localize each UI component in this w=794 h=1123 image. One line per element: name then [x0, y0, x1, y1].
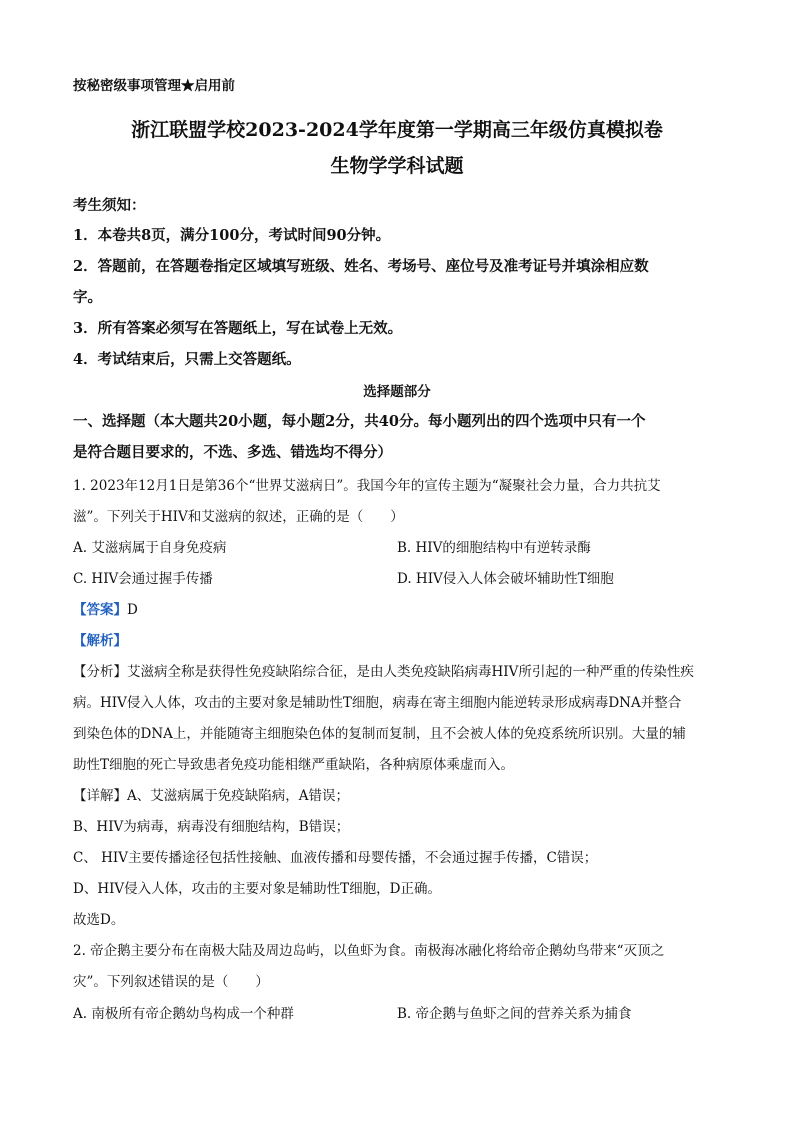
q1-detail-line3: C、 HIV主要传播途径包括性接触、血液传播和母婴传播，不会通过握手传播，C错误； [73, 850, 598, 866]
notice-item-4: 4．考试结束后，只需上交答题纸。 [73, 351, 301, 368]
notice-item-3: 3．所有答案必须写在答题纸上，写在试卷上无效。 [73, 320, 403, 337]
notice-item-1: 1．本卷共8页，满分100分，考试时间90分钟。 [73, 227, 391, 244]
notice-item-2-cont: 字。 [73, 289, 102, 306]
q1-option-d: D. HIV侵入人体会破坏辅助性T细胞 [397, 571, 614, 587]
q1-stem-line2: 滋”。下列关于HIV和艾滋病的叙述，正确的是（ ） [73, 509, 404, 525]
q1-analysis-line2: 病。HIV侵入人体，攻击的主要对象是辅助性T细胞，病毒在寄主细胞内能逆转录形成病毒DNA并整合 [73, 695, 682, 711]
notice-item-2: 2．答题前，在答题卷指定区域填写班级、姓名、考场号、座位号及准考证号并填涂相应数 [73, 258, 649, 275]
q1-analysis-line4: 助性T细胞的死亡导致患者免疫功能相继严重缺陷，各种病原体乘虚而入。 [73, 757, 515, 773]
q1-option-c: C. HIV会通过握手传播 [73, 571, 213, 587]
exam-title: 浙江联盟学校2023-2024学年度第一学期高三年级仿真模拟卷 [131, 119, 663, 141]
q1-detail-line4: D、HIV侵入人体，攻击的主要对象是辅助性T细胞，D正确。 [73, 881, 442, 897]
answer-value: D [127, 602, 138, 618]
q1-stem-line1: 1. 2023年12月1日是第36个“世界艾滋病日”。我国今年的宣传主题为“凝聚社会力量，合力共抗艾 [73, 478, 661, 494]
section-instruction-line1: 一、选择题（本大题共20小题，每小题2分，共40分。每小题列出的四个选项中只有一个 [73, 413, 646, 430]
q2-stem-line2: 灾”。下列叙述错误的是（ ） [73, 974, 269, 990]
q1-analysis-line3: 到染色体的DNA上，并能随寄主细胞染色体的复制而复制，且不会被人体的免疫系统所识别。大量的辅 [73, 726, 686, 742]
exam-subtitle: 生物学学科试题 [330, 155, 464, 177]
q1-conclusion: 故选D。 [73, 912, 125, 928]
notice-heading: 考生须知： [73, 197, 146, 214]
q1-detail-line1 [73, 784, 721, 804]
analysis-text-1: 艾滋病全称是获得性免疫缺陷综合征，是由人类免疫缺陷病毒HIV所引起的一种严重的传染性疾 [127, 664, 694, 680]
q1-option-b: B. HIV的细胞结构中有逆转录酶 [397, 540, 591, 556]
detail-tag: 【详解】 [73, 788, 127, 804]
q1-answer [73, 598, 721, 618]
q2-option-b: B. 帝企鹅与鱼虾之间的营养关系为捕食 [397, 1006, 632, 1022]
q1-analysis-label [73, 629, 721, 649]
analysis-label: 【解析】 [73, 633, 127, 649]
detail-text-1: A、艾滋病属于免疫缺陷病，A错误； [127, 788, 349, 804]
q2-stem-line1: 2. 帝企鹅主要分布在南极大陆及周边岛屿，以鱼虾为食。南极海冰融化将给帝企鹅幼鸟带来“灭顶之 [73, 943, 665, 959]
q2-option-a: A. 南极所有帝企鹅幼鸟构成一个种群 [73, 1006, 294, 1022]
q1-option-a: A. 艾滋病属于自身免疫病 [73, 540, 227, 556]
section-heading: 选择题部分 [363, 384, 431, 400]
analysis-tag: 【分析】 [73, 664, 127, 680]
q1-detail-line2: B、HIV为病毒，病毒没有细胞结构，B错误； [73, 819, 350, 835]
q1-analysis-line1 [73, 660, 721, 680]
section-instruction-line2: 是符合题目要求的，不选、多选、错选均不得分） [73, 444, 392, 461]
secret-mark: 按秘密级事项管理★启用前 [73, 78, 235, 94]
answer-label: 【答案】 [73, 602, 127, 618]
